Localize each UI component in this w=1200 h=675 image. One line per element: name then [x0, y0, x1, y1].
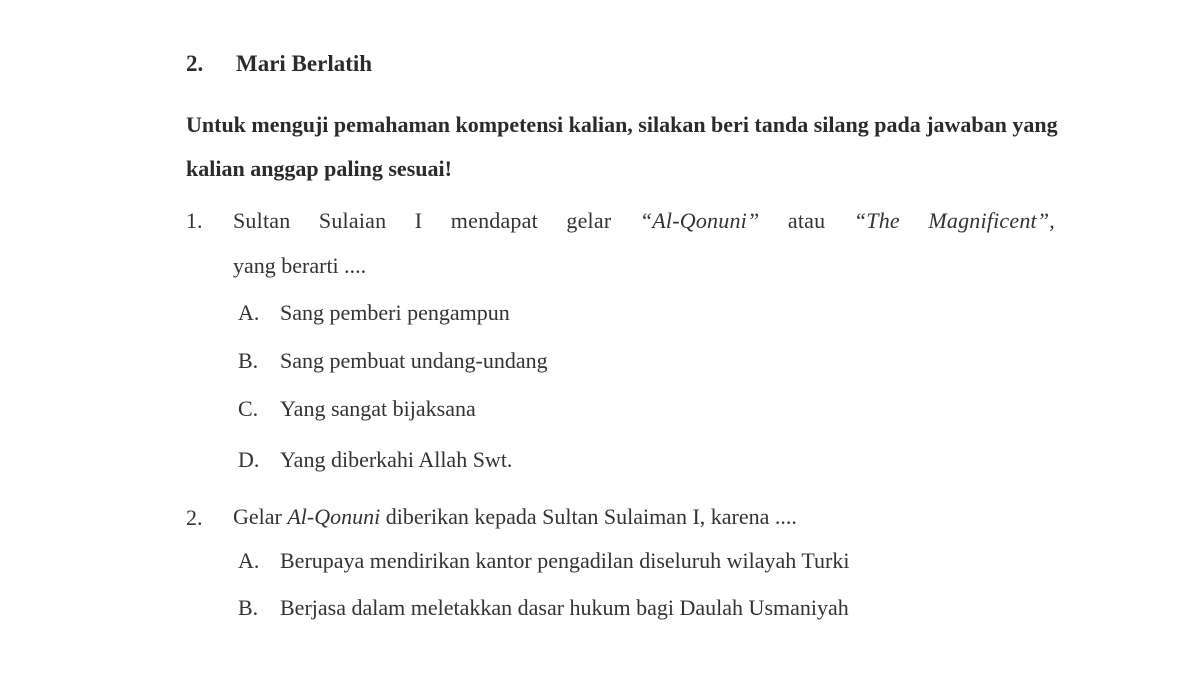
answer-option[interactable] [238, 348, 548, 374]
section-number: 2. [186, 51, 204, 76]
question-text [233, 199, 1055, 243]
question-text-part: Sultan Sulaian I mendapat gelar [233, 208, 640, 233]
question-italic-term: “Al-Qonuni” [639, 208, 760, 233]
option-text: Sang pemberi pengampun [280, 300, 510, 325]
option-letter: B. [238, 348, 259, 373]
answer-option[interactable] [238, 548, 849, 574]
option-text: Sang pembuat undang-undang [280, 348, 548, 373]
answer-option[interactable] [238, 595, 849, 621]
option-text: Yang sangat bijaksana [280, 396, 476, 421]
question-italic-term: “The Magnificent”, [853, 208, 1055, 233]
question-text-part: diberikan kepada Sultan Sulaiman I, karena .... [380, 504, 797, 529]
option-letter: A. [238, 548, 260, 573]
answer-option[interactable] [238, 447, 512, 473]
option-text: Berupaya mendirikan kantor pengadilan diseluruh wilayah Turki [280, 548, 850, 573]
option-letter: C. [238, 396, 259, 421]
question-text-part: Gelar [233, 504, 288, 529]
question-text [233, 495, 1055, 539]
question-number: 1. [186, 208, 203, 233]
option-letter: A. [238, 300, 260, 325]
question-text-continuation: yang berarti .... [233, 253, 367, 278]
option-letter: B. [238, 595, 259, 620]
section-heading [186, 51, 372, 77]
question-text-part: atau [759, 208, 854, 233]
answer-option[interactable] [238, 396, 476, 422]
option-text: Yang diberkahi Allah Swt. [280, 447, 513, 472]
instruction-text: Untuk menguji pemahaman kompetensi kalian, silakan beri tanda silang pada jawaban yang kalian anggap paling sesuai! [186, 112, 1058, 181]
option-text: Berjasa dalam meletakkan dasar hukum bagi Daulah Usmaniyah [280, 595, 849, 620]
option-letter: D. [238, 447, 260, 472]
answer-option[interactable] [238, 300, 510, 326]
question-italic-term: Al-Qonuni [287, 504, 381, 529]
question-number: 2. [186, 505, 203, 530]
section-title: Mari Berlatih [236, 51, 373, 76]
